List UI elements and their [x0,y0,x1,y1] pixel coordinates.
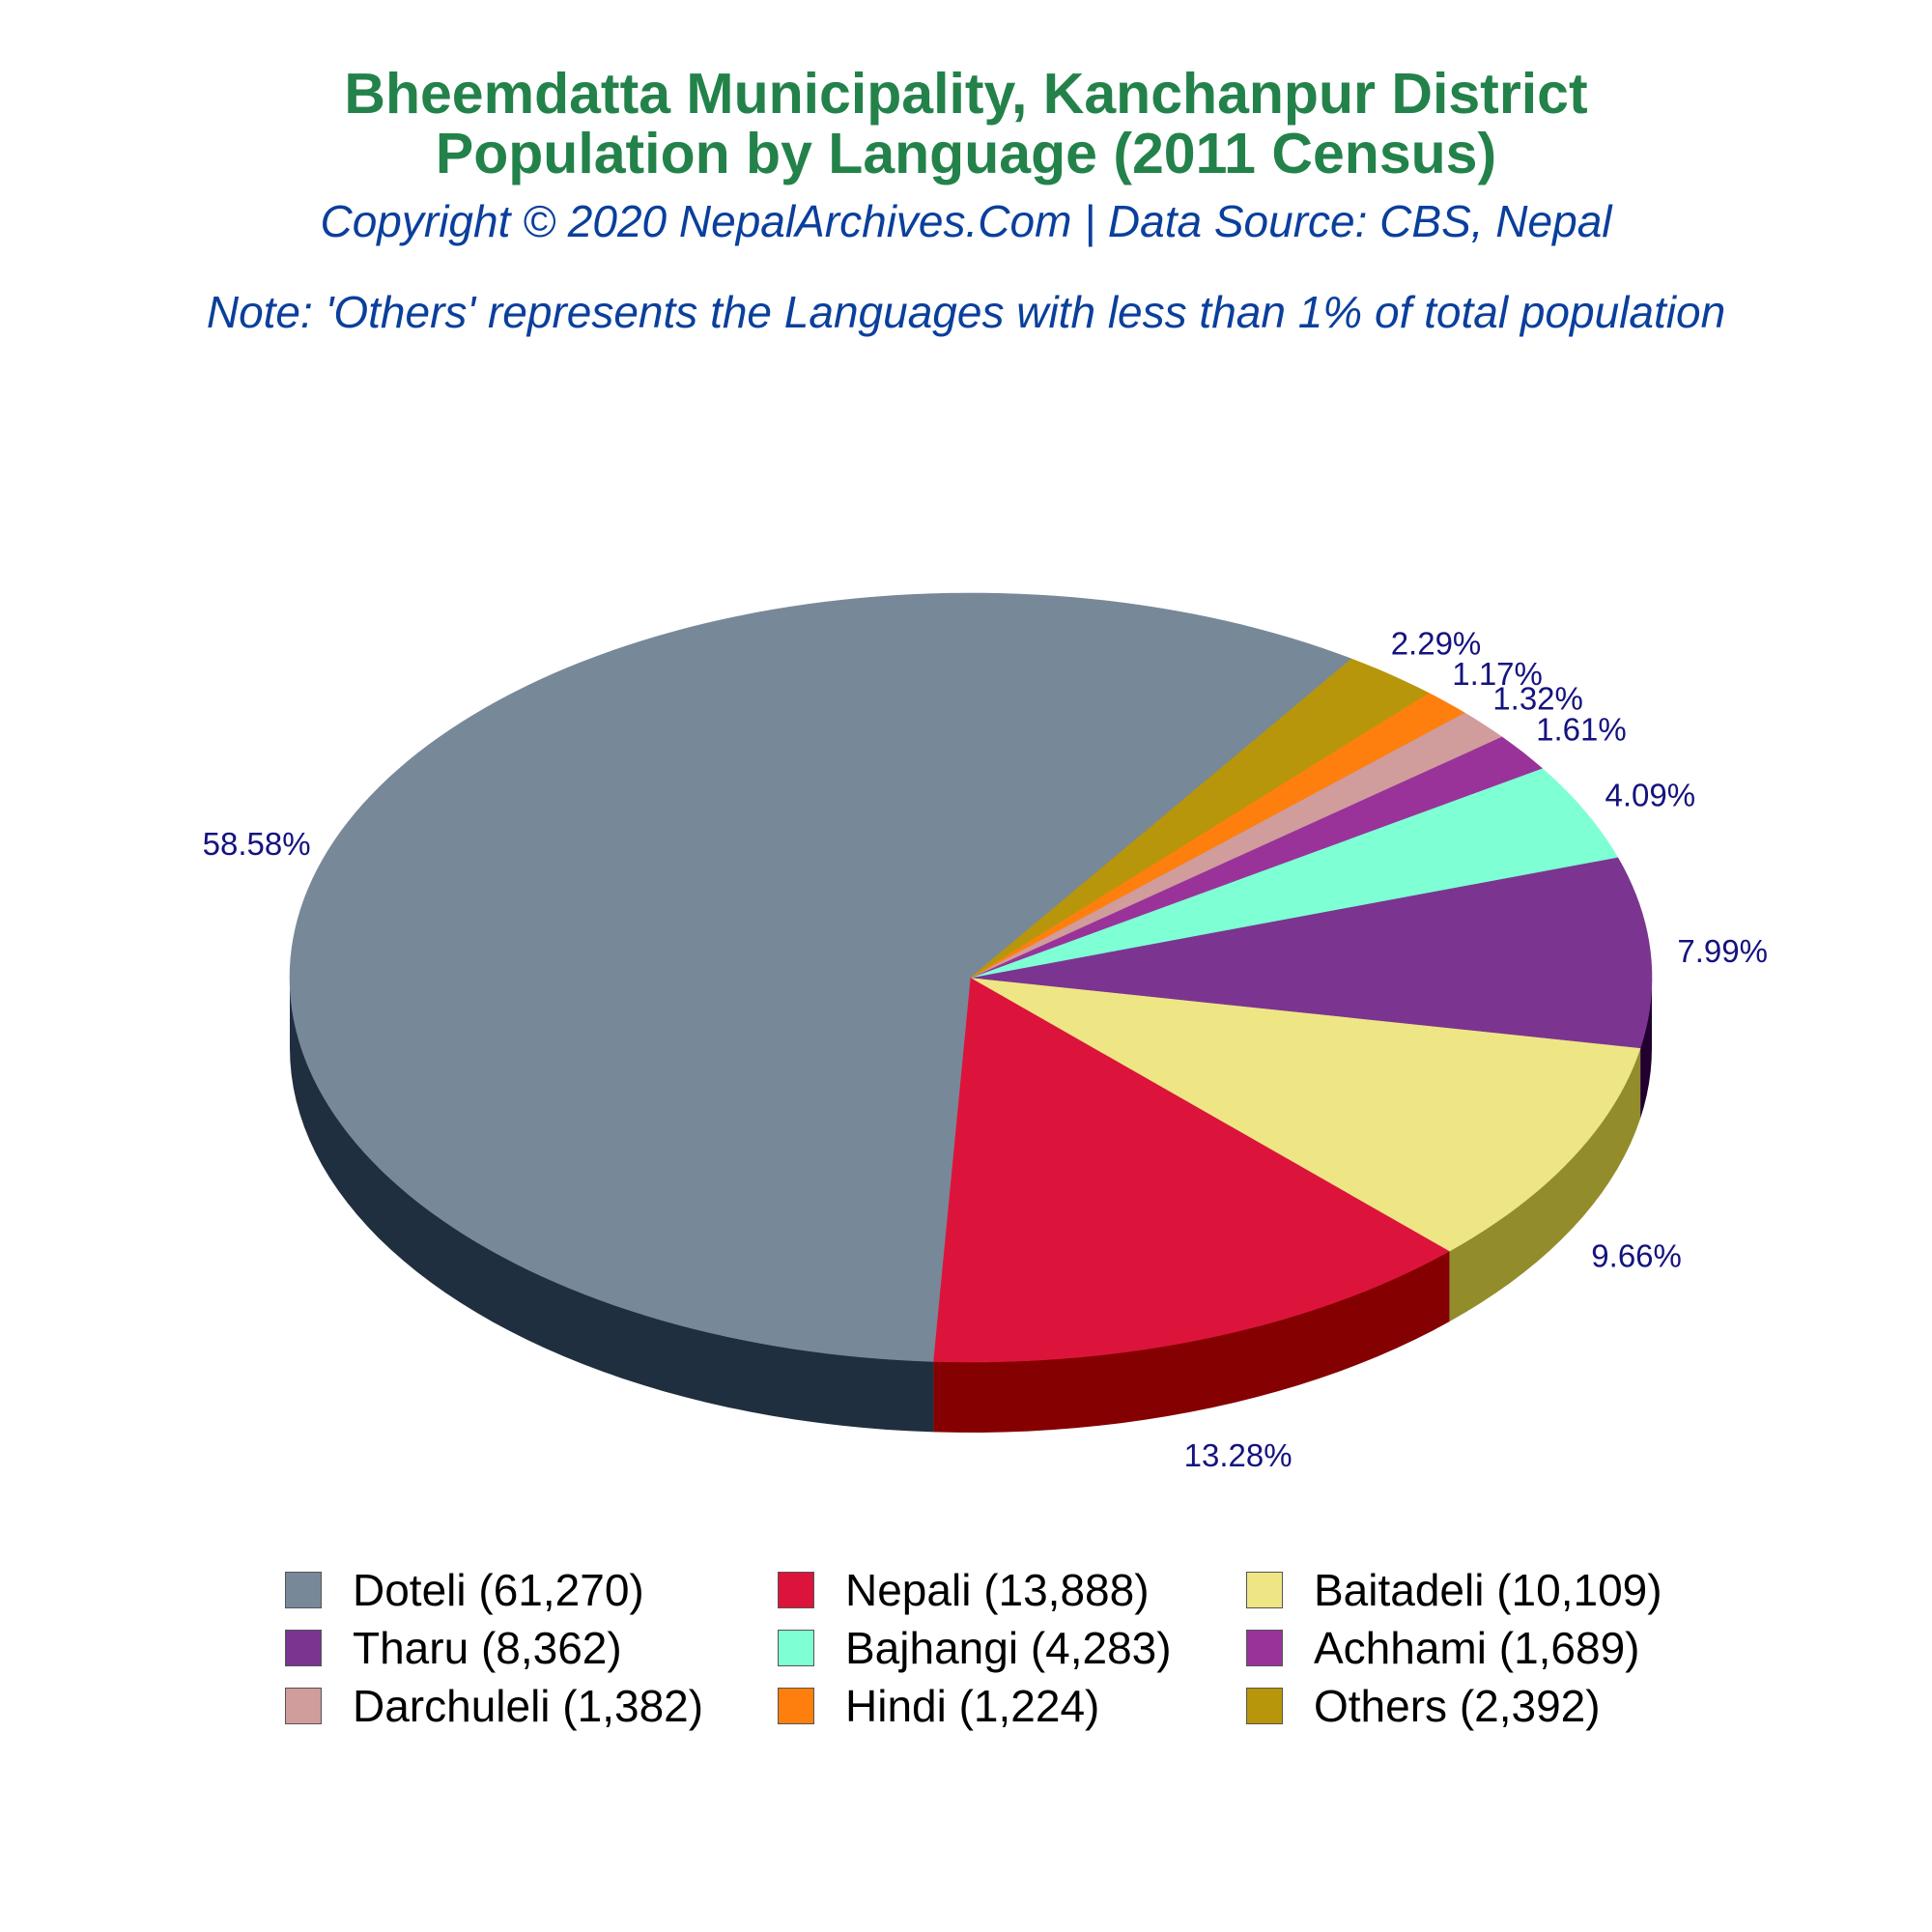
legend-item [1246,1623,1681,1673]
note-text: Note: 'Others' represents the Languages with less than 1% of total population [206,287,1726,337]
legend-item [1246,1681,1681,1731]
percent-label-7: 1.17% [1452,656,1543,693]
percent-label-4: 4.09% [1605,777,1696,813]
chart-legend [285,1565,1734,1731]
legend-label: Nepali (13,888) [845,1565,1150,1615]
legend-swatch [778,1572,814,1608]
pie-top [290,593,1652,1362]
percent-label-1: 13.28% [1183,1437,1293,1474]
chart-subtitle: Population by Language (2011 Census) [435,122,1497,185]
legend-swatch [1246,1630,1283,1666]
legend-label: Doteli (61,270) [353,1565,644,1615]
percent-label-6: 1.32% [1492,680,1583,717]
legend-swatch [778,1630,814,1666]
legend-label: Achhami (1,689) [1314,1623,1640,1673]
legend-item [285,1565,778,1615]
legend-label: Darchuleli (1,382) [353,1681,704,1731]
percent-label-0: 58.58% [202,826,311,862]
legend-label: Hindi (1,224) [845,1681,1100,1731]
legend-swatch [1246,1688,1283,1724]
legend-swatch [778,1688,814,1724]
percent-label-8: 2.29% [1390,625,1482,662]
chart-title: Bheemdatta Municipality, Kanchanpur District [344,62,1588,126]
legend-label: Tharu (8,362) [353,1623,622,1673]
percent-label-5: 1.61% [1536,711,1627,748]
percent-label-2: 9.66% [1591,1237,1682,1274]
legend-label: Others (2,392) [1314,1681,1601,1731]
legend-swatch [285,1630,322,1666]
legend-label: Baitadeli (10,109) [1314,1565,1662,1615]
copyright-text: Copyright © 2020 NepalArchives.Com | Data Source: CBS, Nepal [320,196,1612,246]
legend-item [778,1623,1246,1673]
legend-item [285,1623,778,1673]
legend-item [778,1565,1246,1615]
legend-item [778,1681,1246,1731]
legend-item [1246,1565,1681,1615]
legend-swatch [285,1572,322,1608]
legend-label: Bajhangi (4,283) [845,1623,1172,1673]
legend-swatch [285,1688,322,1724]
legend-swatch [1246,1572,1283,1608]
percent-label-3: 7.99% [1677,933,1768,970]
legend-item [285,1681,778,1731]
